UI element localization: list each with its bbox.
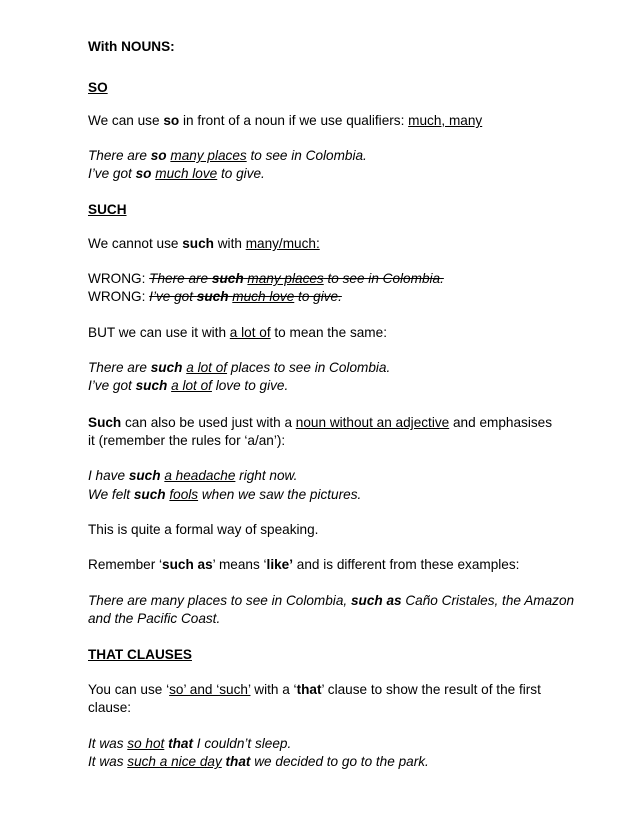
text-run: It was xyxy=(88,754,128,769)
keyword: that xyxy=(296,682,322,697)
section-title-that-clauses: THAT CLAUSES xyxy=(88,647,192,662)
example-sentence xyxy=(88,359,390,377)
text-run: There are xyxy=(88,360,151,375)
text-run: to mean the same: xyxy=(270,325,387,340)
keyword: such xyxy=(133,487,166,502)
text-run: ’ clause to show the result of the first xyxy=(321,682,541,697)
example-sentence xyxy=(88,467,297,485)
text-run: we decided to go to the park. xyxy=(250,754,429,769)
underlined-term: a lot of xyxy=(229,325,271,340)
keyword: such xyxy=(182,236,214,251)
wrong-label: WRONG: xyxy=(88,271,150,286)
text-run: I couldn’t sleep. xyxy=(193,736,292,751)
underlined-term: much love xyxy=(232,289,295,304)
keyword: such xyxy=(211,271,244,286)
struck-text xyxy=(149,271,444,286)
text-run: I’ve got xyxy=(149,289,197,304)
underlined-term: so’ and ‘such’ xyxy=(169,682,251,697)
underlined-term: a lot of xyxy=(171,378,212,393)
underlined-term: many/much: xyxy=(245,236,320,251)
underlined-term: many places xyxy=(170,148,247,163)
text-run: to give. xyxy=(217,166,265,181)
underlined-term: many places xyxy=(247,271,324,286)
text-run: It was xyxy=(88,736,128,751)
underlined-term: fools xyxy=(169,487,199,502)
text-run: I have xyxy=(88,468,129,483)
underlined-term: a headache xyxy=(164,468,236,483)
section-title-so: SO xyxy=(88,80,108,95)
text-run: with xyxy=(213,236,246,251)
text-run: in front of a noun if we use qualifiers: xyxy=(179,113,409,128)
underlined-term: noun without an adjective xyxy=(295,415,450,430)
text-run: and is different from these examples: xyxy=(293,557,520,572)
example-sentence xyxy=(88,377,288,395)
text-run: can also be used just with a xyxy=(121,415,296,430)
underlined-term: much, many xyxy=(408,113,483,128)
text-run: places to see in Colombia. xyxy=(227,360,391,375)
keyword: that xyxy=(225,754,251,769)
underlined-term: a lot of xyxy=(186,360,228,375)
example-sentence xyxy=(88,735,291,753)
underlined-term: much love xyxy=(155,166,218,181)
text-run: We felt xyxy=(88,487,134,502)
text-run: There are xyxy=(88,148,151,163)
so-intro-line xyxy=(88,112,482,130)
text-run: love to give. xyxy=(211,378,289,393)
text-run: Remember ‘ xyxy=(88,557,163,572)
keyword: so xyxy=(150,148,167,163)
text-run: ’ means ‘ xyxy=(212,557,267,572)
such-adjective-line xyxy=(88,414,552,432)
that-intro-line-2: clause: xyxy=(88,700,132,715)
text-run: BUT we can use it with xyxy=(88,325,230,340)
example-sentence: and the Pacific Coast. xyxy=(88,611,221,626)
example-sentence xyxy=(88,486,361,504)
text-run: with a ‘ xyxy=(250,682,297,697)
example-sentence xyxy=(88,165,265,183)
text-run: Caño Cristales, the Amazon xyxy=(401,593,575,608)
text-run: I’ve got xyxy=(88,166,136,181)
text-run: You can use ‘ xyxy=(88,682,170,697)
wrong-example xyxy=(88,288,342,306)
text-run: We cannot use xyxy=(88,236,183,251)
keyword: such xyxy=(128,468,161,483)
text-run: to give. xyxy=(294,289,342,304)
keyword: such as xyxy=(162,557,213,572)
underlined-term: so hot xyxy=(127,736,165,751)
text-run: We can use xyxy=(88,113,164,128)
page-heading: With NOUNS: xyxy=(88,39,175,54)
text-run: There are xyxy=(149,271,212,286)
such-cannot-line xyxy=(88,235,320,253)
text-run: to see in Colombia. xyxy=(246,148,367,163)
section-title-such: SUCH xyxy=(88,202,127,217)
that-intro-line xyxy=(88,681,541,699)
example-sentence xyxy=(88,592,574,610)
formal-note: This is quite a formal way of speaking. xyxy=(88,522,319,537)
example-sentence xyxy=(88,147,367,165)
but-line xyxy=(88,324,387,342)
wrong-label: WRONG: xyxy=(88,289,150,304)
keyword: so xyxy=(135,166,152,181)
text-run: right now. xyxy=(235,468,298,483)
text-run: There are many places to see in Colombia, xyxy=(88,593,351,608)
text-run: and emphasises xyxy=(449,415,552,430)
remember-line xyxy=(88,556,519,574)
keyword: such xyxy=(196,289,229,304)
keyword: so xyxy=(163,113,180,128)
keyword: that xyxy=(168,736,194,751)
keyword: like’ xyxy=(266,557,293,572)
text-run: when we saw the pictures. xyxy=(198,487,362,502)
example-sentence xyxy=(88,753,429,771)
such-adjective-line-2: it (remember the rules for ‘a/an’): xyxy=(88,433,286,448)
keyword: such xyxy=(135,378,168,393)
text-run: I’ve got xyxy=(88,378,136,393)
wrong-example xyxy=(88,270,444,288)
underlined-term: such a nice day xyxy=(127,754,222,769)
keyword: such as xyxy=(350,593,402,608)
struck-text xyxy=(149,289,342,304)
keyword: Such xyxy=(88,415,122,430)
text-run: to see in Colombia. xyxy=(323,271,444,286)
keyword: such xyxy=(150,360,183,375)
